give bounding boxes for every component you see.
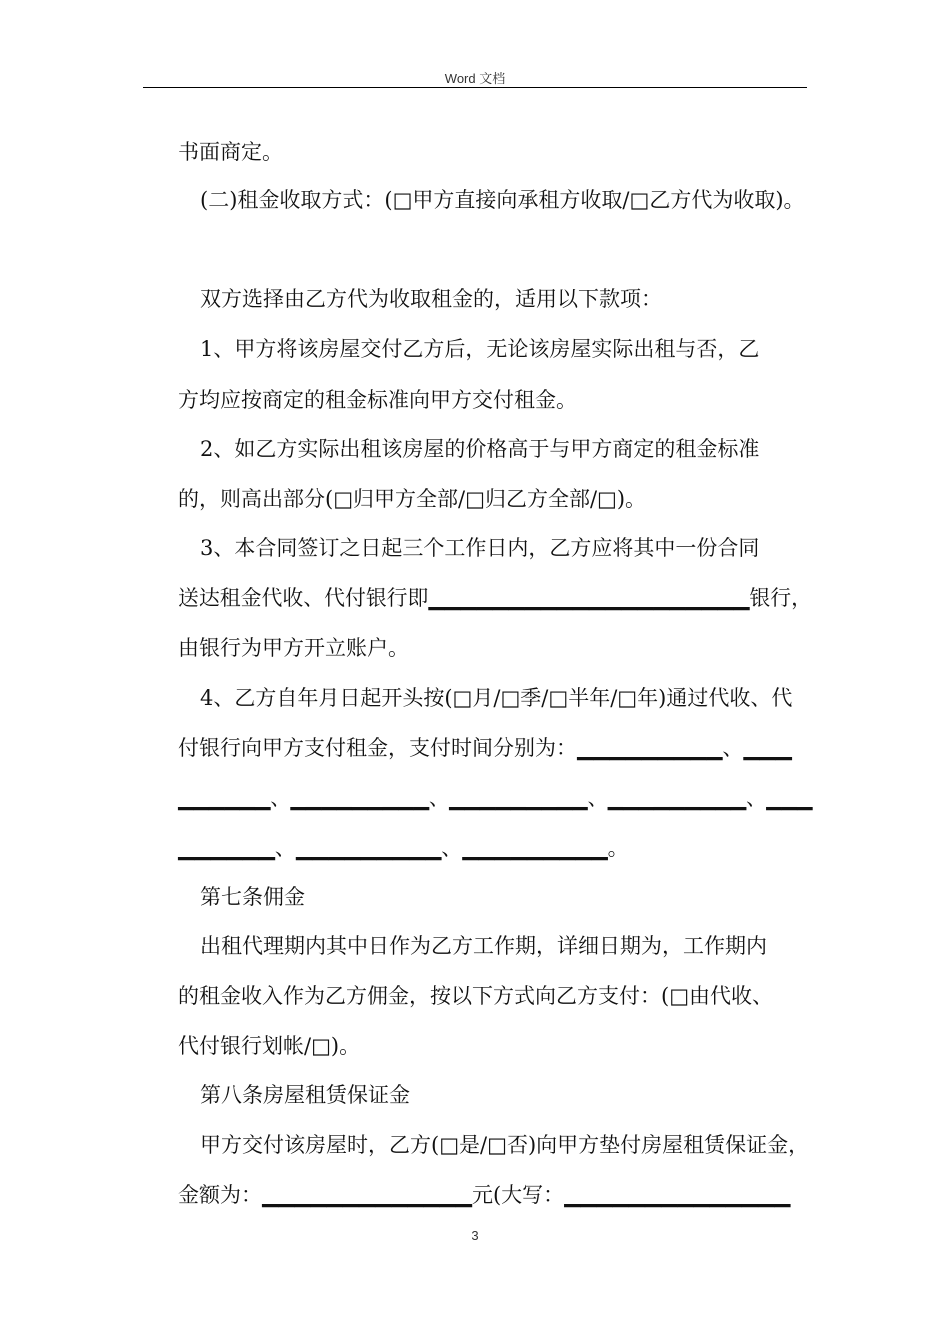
page-number: 3 <box>471 1228 479 1243</box>
body-line: (二)租金收取方式：(□甲方直接向承租方收取/□乙方代为收取)。 <box>200 188 805 212</box>
body-line: 的，则高出部分(□归甲方全部/□归乙方全部/□)。 <box>178 487 647 511</box>
body-line: 出租代理期内其中日作为乙方工作期，详细日期为，工作期内 <box>200 934 767 958</box>
body-line: 双方选择由乙方代为收取租金的，适用以下款项： <box>200 287 662 311</box>
body-line: 金额为：▁▁▁▁▁▁▁▁▁▁▁▁▁元(大写：▁▁▁▁▁▁▁▁▁▁▁▁▁▁ <box>178 1183 791 1207</box>
body-line: 由银行为甲方开立账户。 <box>178 636 409 660</box>
body-line: 的租金收入作为乙方佣金，按以下方式向乙方支付：(□由代收、 <box>178 984 774 1008</box>
body-line: 4、乙方自年月日起开头按(□月/□季/□半年/□年)通过代收、代 <box>200 686 793 710</box>
body-line: 代付银行划帐/□)。 <box>178 1034 361 1058</box>
body-line: 3、本合同签订之日起三个工作日内，乙方应将其中一份合同 <box>200 536 760 560</box>
section-heading: 第八条房屋租赁保证金 <box>200 1083 410 1107</box>
body-line: 甲方交付该房屋时，乙方(□是/□否)向甲方垫付房屋租赁保证金， <box>200 1133 810 1157</box>
body-line: 1、甲方将该房屋交付乙方后，无论该房屋实际出租与否，乙 <box>200 337 760 361</box>
header-divider <box>143 87 807 88</box>
body-line: 方均应按商定的租金标准向甲方交付租金。 <box>178 388 577 412</box>
body-line: ▁▁▁▁▁▁、▁▁▁▁▁▁▁▁▁、▁▁▁▁▁▁▁▁▁。 <box>178 836 629 860</box>
body-line: 书面商定。 <box>178 140 283 164</box>
body-line: 送达租金代收、代付银行即▁▁▁▁▁▁▁▁▁▁▁▁▁▁▁▁▁▁▁▁银行， <box>178 586 812 610</box>
document-header-title: Word 文档 <box>444 71 506 86</box>
body-line: 付银行向甲方支付租金，支付时间分别为：▁▁▁▁▁▁▁▁▁、▁▁▁ <box>178 736 792 760</box>
section-heading: 第七条佣金 <box>200 885 305 909</box>
body-line: ▁▁▁▁▁▁、▁▁▁▁▁▁▁▁▁、▁▁▁▁▁▁▁▁▁、▁▁▁▁▁▁▁▁▁、▁▁▁ <box>178 786 813 810</box>
body-line: 2、如乙方实际出租该房屋的价格高于与甲方商定的租金标准 <box>200 437 760 461</box>
